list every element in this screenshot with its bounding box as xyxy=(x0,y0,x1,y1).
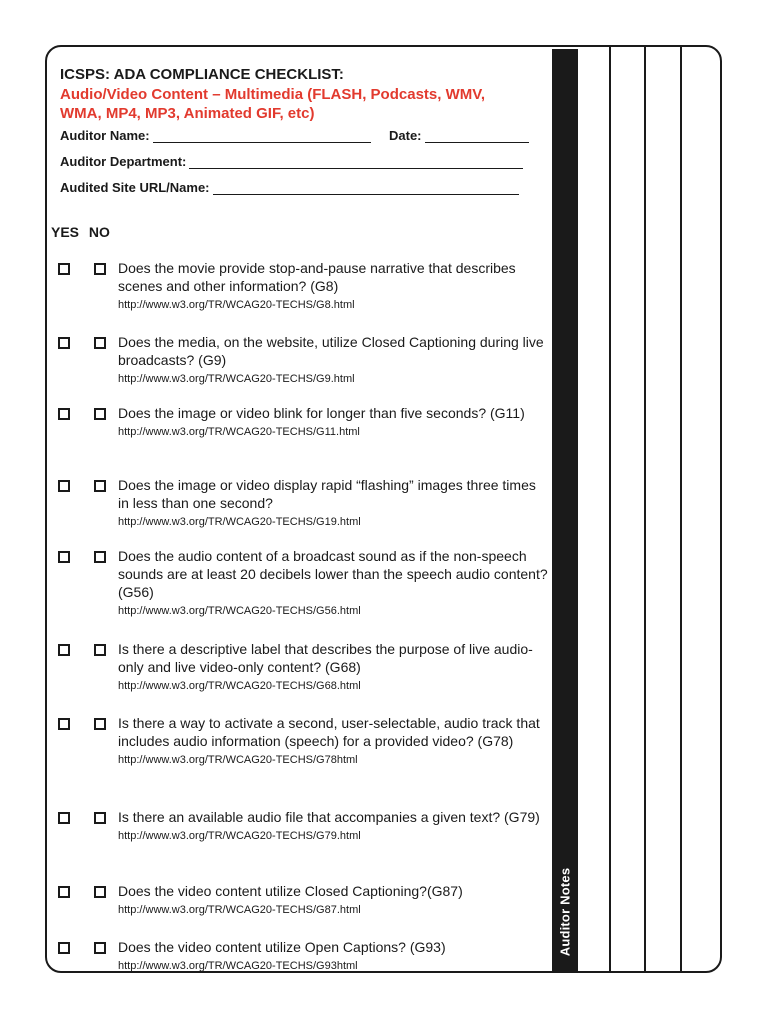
reference-link[interactable]: http://www.w3.org/TR/WCAG20-TECHS/G78html xyxy=(118,754,358,766)
no-checkbox[interactable] xyxy=(94,942,106,954)
page-title: ICSPS: ADA COMPLIANCE CHECKLIST: xyxy=(60,66,344,83)
yes-checkbox[interactable] xyxy=(58,551,70,563)
question-text: Does the image or video blink for longer than five seconds? (G11) xyxy=(118,405,525,421)
auditor-notes-label: Auditor Notes xyxy=(557,867,573,957)
department-label: Auditor Department: xyxy=(60,154,187,169)
no-checkbox[interactable] xyxy=(94,886,106,898)
yes-no-header xyxy=(51,224,116,240)
auditor-name-label: Auditor Name: xyxy=(60,128,150,143)
question-item xyxy=(118,333,550,386)
question-item xyxy=(118,808,550,843)
no-checkbox[interactable] xyxy=(94,263,106,275)
question-item xyxy=(118,938,550,973)
question-item xyxy=(118,714,550,767)
no-checkbox[interactable] xyxy=(94,551,106,563)
site-url-label: Audited Site URL/Name: xyxy=(60,180,210,195)
yes-column-label: YES xyxy=(51,224,80,240)
no-checkbox[interactable] xyxy=(94,408,106,420)
no-checkbox[interactable] xyxy=(94,718,106,730)
auditor-notes-bar xyxy=(552,49,578,971)
date-label: Date: xyxy=(389,128,422,143)
notes-column-divider xyxy=(644,47,646,971)
auditor-name-field[interactable] xyxy=(60,128,371,143)
reference-link[interactable]: http://www.w3.org/TR/WCAG20-TECHS/G93html xyxy=(118,960,358,972)
no-checkbox[interactable] xyxy=(94,480,106,492)
department-field[interactable] xyxy=(60,154,523,169)
yes-checkbox[interactable] xyxy=(58,718,70,730)
question-text: Is there a descriptive label that describes the purpose of live audio-only and live video-only content? (G68) xyxy=(118,641,533,675)
reference-link[interactable]: http://www.w3.org/TR/WCAG20-TECHS/G9.html xyxy=(118,373,355,385)
yes-checkbox[interactable] xyxy=(58,812,70,824)
question-item xyxy=(118,640,550,693)
auditor-name-input-line[interactable] xyxy=(153,130,371,143)
question-text: Does the audio content of a broadcast sound as if the non-speech sounds are at least 20 decibels lower than the speech audio content? (G56) xyxy=(118,548,548,600)
date-input-line[interactable] xyxy=(425,130,529,143)
site-url-field[interactable] xyxy=(60,180,519,195)
question-text: Does the video content utilize Closed Captioning?(G87) xyxy=(118,883,463,899)
question-text: Does the movie provide stop-and-pause narrative that describes scenes and other information? (G8) xyxy=(118,260,516,294)
no-column-label: NO xyxy=(88,224,110,240)
question-text: Is there an available audio file that accompanies a given text? (G79) xyxy=(118,809,540,825)
yes-checkbox[interactable] xyxy=(58,263,70,275)
yes-checkbox[interactable] xyxy=(58,644,70,656)
yes-checkbox[interactable] xyxy=(58,337,70,349)
reference-link[interactable]: http://www.w3.org/TR/WCAG20-TECHS/G68.html xyxy=(118,680,361,692)
yes-checkbox[interactable] xyxy=(58,480,70,492)
no-checkbox[interactable] xyxy=(94,337,106,349)
site-url-input-line[interactable] xyxy=(213,182,519,195)
department-input-line[interactable] xyxy=(189,156,523,169)
reference-link[interactable]: http://www.w3.org/TR/WCAG20-TECHS/G19.html xyxy=(118,516,361,528)
yes-checkbox[interactable] xyxy=(58,942,70,954)
notes-column-divider xyxy=(609,47,611,971)
question-item xyxy=(118,259,550,312)
question-text: Does the video content utilize Open Captions? (G93) xyxy=(118,939,446,955)
question-text: Does the media, on the website, utilize Closed Captioning during live broadcasts? (G9) xyxy=(118,334,544,368)
reference-link[interactable]: http://www.w3.org/TR/WCAG20-TECHS/G56.html xyxy=(118,605,361,617)
reference-link[interactable]: http://www.w3.org/TR/WCAG20-TECHS/G87.html xyxy=(118,904,361,916)
question-item xyxy=(118,404,550,439)
yes-checkbox[interactable] xyxy=(58,886,70,898)
question-item xyxy=(118,882,550,917)
yes-checkbox[interactable] xyxy=(58,408,70,420)
reference-link[interactable]: http://www.w3.org/TR/WCAG20-TECHS/G11.html xyxy=(118,426,360,438)
date-field[interactable] xyxy=(389,128,529,143)
reference-link[interactable]: http://www.w3.org/TR/WCAG20-TECHS/G79.html xyxy=(118,830,361,842)
question-text: Is there a way to activate a second, user-selectable, audio track that includes audio information (speech) for a provided video? (G78) xyxy=(118,715,540,749)
question-text: Does the image or video display rapid “flashing” images three times in less than one second? xyxy=(118,477,536,511)
question-item xyxy=(118,547,550,618)
page-subtitle: Audio/Video Content – Multimedia (FLASH, Podcasts, WMV, WMA, MP4, MP3, Animated GIF, etc) xyxy=(60,86,486,122)
no-checkbox[interactable] xyxy=(94,644,106,656)
notes-column-divider xyxy=(680,47,682,971)
reference-link[interactable]: http://www.w3.org/TR/WCAG20-TECHS/G8.html xyxy=(118,299,355,311)
question-item xyxy=(118,476,550,529)
no-checkbox[interactable] xyxy=(94,812,106,824)
